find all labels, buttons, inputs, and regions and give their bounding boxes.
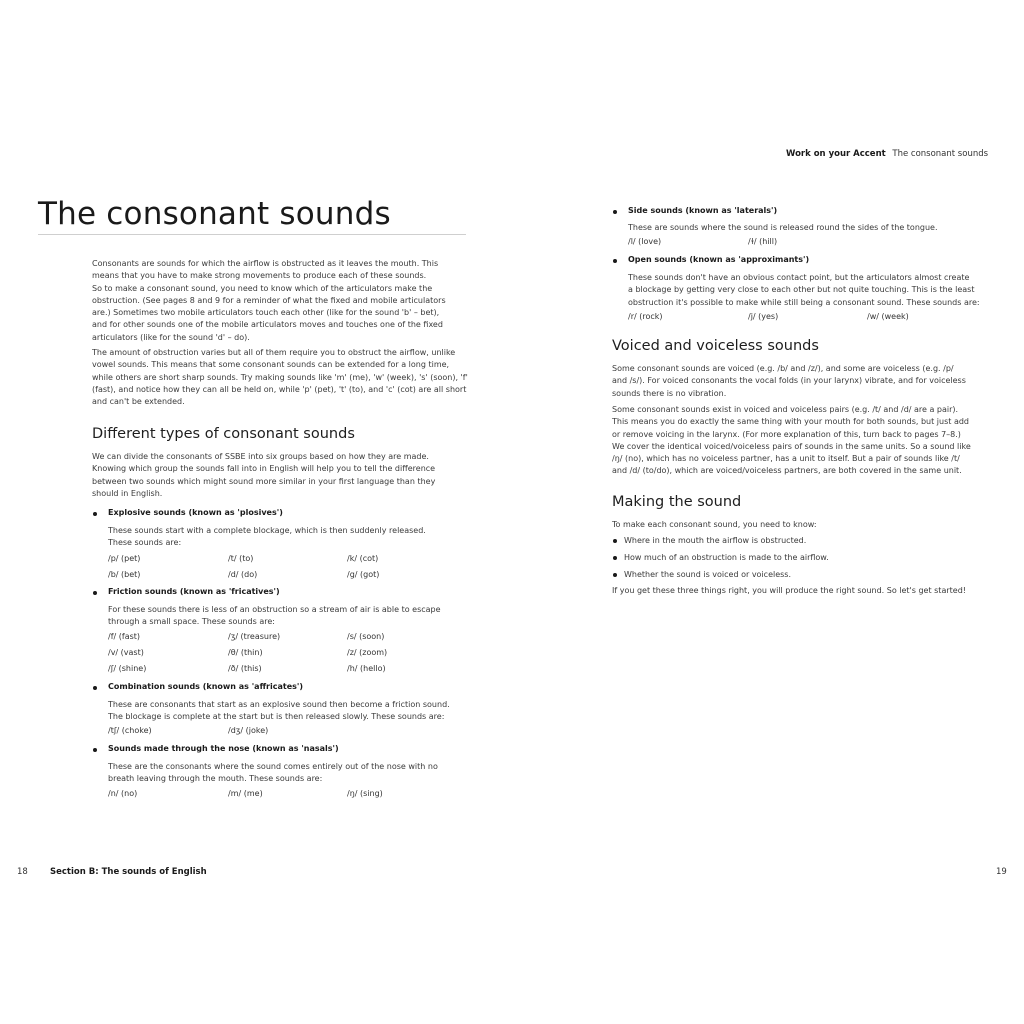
bullet-icon <box>93 686 97 690</box>
sound-example: /ŋ/ (sing) <box>347 789 383 798</box>
sound-example: /m/ (me) <box>228 789 263 798</box>
affricates-description <box>108 699 450 724</box>
making-bullet: Where in the mouth the airflow is obstructed. <box>624 536 807 545</box>
text-line: a blockage by getting very close to each other but not quite touching. This is the least <box>628 285 975 295</box>
text-line: and for other sounds one of the mobile articulators moves and touches one of the fixed <box>92 320 443 330</box>
text-line: and /d/ (to/do), which are voiced/voiceless partners, are both covered in the same unit. <box>612 466 962 476</box>
text-line: vowel sounds. This means that some consonant sounds can be extended for a long time, <box>92 360 450 370</box>
sound-example: /w/ (week) <box>867 312 909 321</box>
sound-example: /ɫ/ (hill) <box>748 237 778 246</box>
text-line: The amount of obstruction varies but all of them require you to obstruct the airflow, unlike <box>92 348 456 357</box>
making-bullet: Whether the sound is voiced or voiceless. <box>624 570 792 579</box>
sound-example: /j/ (yes) <box>748 312 779 321</box>
text-line: are.) Sometimes two mobile articulators touch each other (like for the sound 'b' – bet), <box>92 308 440 318</box>
text-line: These sounds don't have an obvious contact point, but the articulators almost create <box>628 273 970 282</box>
section-heading-voiced: Voiced and voiceless sounds <box>612 338 819 354</box>
sound-example: /r/ (rock) <box>628 312 663 321</box>
bullet-icon <box>613 259 617 263</box>
text-line: and can't be extended. <box>92 397 185 407</box>
text-line: obstruction it's possible to make while still being a consonant sound. These sounds are: <box>628 297 980 307</box>
text-line: Consonants are sounds for which the airflow is obstructed as it leaves the mouth. This <box>92 259 439 268</box>
text-line: These are consonants that start as an explosive sound then become a friction sound. <box>108 700 450 709</box>
text-line: Some consonant sounds are voiced (e.g. /b/ and /z/), and some are voiceless (e.g. /p/ <box>612 364 954 373</box>
making-intro: To make each consonant sound, you need to know: <box>612 520 817 529</box>
affricates-heading: Combination sounds (known as 'affricates') <box>108 682 303 691</box>
sound-example: /f/ (fast) <box>108 632 141 641</box>
running-header-book: Work on your Accent <box>786 149 886 159</box>
sound-example: /d/ (do) <box>228 570 258 579</box>
text-line: means that you have to make strong movements to produce each of these sounds. <box>92 271 427 281</box>
bullet-icon <box>93 748 97 752</box>
text-line: These are the consonants where the sound comes entirely out of the nose with no <box>108 762 438 771</box>
bullet-icon <box>613 210 617 214</box>
title-rule <box>38 234 466 235</box>
section-heading-making: Making the sound <box>612 494 742 510</box>
bullet-icon <box>93 591 97 595</box>
running-header-chapter: The consonant sounds <box>892 149 989 159</box>
types-paragraph <box>92 451 435 500</box>
bullet-icon <box>93 512 97 516</box>
text-line: and /s/). For voiced consonants the vocal folds (in your larynx) vibrate, and for voiceless <box>612 376 966 386</box>
text-line: obstruction. (See pages 8 and 9 for a reminder of what the fixed and mobile articulators <box>92 295 446 305</box>
laterals-description <box>628 222 938 234</box>
footer-section-title: Section B: The sounds of English <box>50 867 207 877</box>
nasals-description <box>108 761 438 786</box>
text-line: /ŋ/ (no), which has no voiceless partner, has a unit to itself. But a pair of sounds like /t/ <box>612 454 960 464</box>
sound-example: /ð/ (this) <box>228 664 262 673</box>
page-number-right: 19 <box>996 867 1007 877</box>
text-line: We cover the identical voiced/voiceless pairs of sounds in the same units. So a sound like <box>612 441 971 451</box>
page-title: The consonant sounds <box>38 196 391 232</box>
sound-example: /z/ (zoom) <box>347 648 388 657</box>
sound-example: /ʃ/ (shine) <box>108 664 147 673</box>
text-line: For these sounds there is less of an obstruction so a stream of air is able to escape <box>108 605 441 614</box>
text-line: should in English. <box>92 488 163 498</box>
text-line: articulators (like for the sound 'd' – do). <box>92 332 250 342</box>
bullet-icon <box>613 539 617 543</box>
sound-example: /dʒ/ (joke) <box>228 726 269 735</box>
section-heading-types: Different types of consonant sounds <box>92 426 355 442</box>
sound-example: /s/ (soon) <box>347 632 385 641</box>
sound-example: /k/ (cot) <box>347 554 379 563</box>
text-line: We can divide the consonants of SSBE into six groups based on how they are made. <box>92 452 429 461</box>
text-line: The blockage is complete at the start but is then released slowly. These sounds are: <box>108 712 445 722</box>
making-bullet: How much of an obstruction is made to the airflow. <box>624 553 829 562</box>
approximants-description <box>628 272 980 309</box>
intro-paragraph-1 <box>92 258 446 344</box>
sound-example: /p/ (pet) <box>108 554 141 563</box>
plosives-heading: Explosive sounds (known as 'plosives') <box>108 508 283 517</box>
fricatives-heading: Friction sounds (known as 'fricatives') <box>108 587 280 596</box>
sound-example: /tʃ/ (choke) <box>108 726 152 735</box>
text-line: Some consonant sounds exist in voiced and voiceless pairs (e.g. /t/ and /d/ are a pair). <box>612 405 959 414</box>
voiced-paragraph-1 <box>612 363 966 400</box>
fricatives-description <box>108 604 441 629</box>
text-line: or remove voicing in the larynx. (For more explanation of this, turn back to pages 7–8.) <box>612 429 961 439</box>
sound-example: /g/ (got) <box>347 570 380 579</box>
sound-example: /ʒ/ (treasure) <box>228 632 281 641</box>
text-line: (fast), and notice how they can all be held on, while 'p' (pet), 't' (to), and 'c' (cot) are all short <box>92 384 467 394</box>
text-line: between two sounds which might sound more similar in your first language than they <box>92 476 436 486</box>
sound-example: /h/ (hello) <box>347 664 386 673</box>
plosives-description <box>108 525 426 550</box>
bullet-icon <box>613 556 617 560</box>
sound-example: /n/ (no) <box>108 789 138 798</box>
approximants-heading: Open sounds (known as 'approximants') <box>628 255 810 264</box>
bullet-icon <box>613 573 617 577</box>
text-line: These sounds start with a complete blockage, which is then suddenly released. <box>108 526 426 535</box>
text-line: breath leaving through the mouth. These sounds are: <box>108 774 323 784</box>
sound-example: /t/ (to) <box>228 554 254 563</box>
text-line: while others are short sharp sounds. Try making sounds like 'm' (me), 'w' (week), 's' (soon), 'f' <box>92 372 468 382</box>
making-outro: If you get these three things right, you will produce the right sound. So let's get started! <box>612 586 966 595</box>
nasals-heading: Sounds made through the nose (known as 'nasals') <box>108 744 339 753</box>
page-number-left: 18 <box>17 867 28 877</box>
sound-example: /l/ (love) <box>628 237 662 246</box>
text-line: Knowing which group the sounds fall into in English will help you to tell the difference <box>92 464 436 474</box>
intro-paragraph-2 <box>92 347 468 408</box>
sound-example: /v/ (vast) <box>108 648 144 657</box>
text-line: These sounds are: <box>108 538 182 548</box>
sound-example: /b/ (bet) <box>108 570 141 579</box>
text-line: through a small space. These sounds are: <box>108 617 275 627</box>
running-header <box>786 149 988 159</box>
text-line: sounds there is no vibration. <box>612 388 727 398</box>
text-line: These are sounds where the sound is released round the sides of the tongue. <box>628 223 938 232</box>
text-line: This means you do exactly the same thing with your mouth for both sounds, but just add <box>612 417 970 427</box>
laterals-heading: Side sounds (known as 'laterals') <box>628 206 778 215</box>
text-line: So to make a consonant sound, you need to know which of the articulators make the <box>92 283 433 293</box>
sound-example: /θ/ (thin) <box>228 648 263 657</box>
voiced-paragraph-2 <box>612 404 971 478</box>
